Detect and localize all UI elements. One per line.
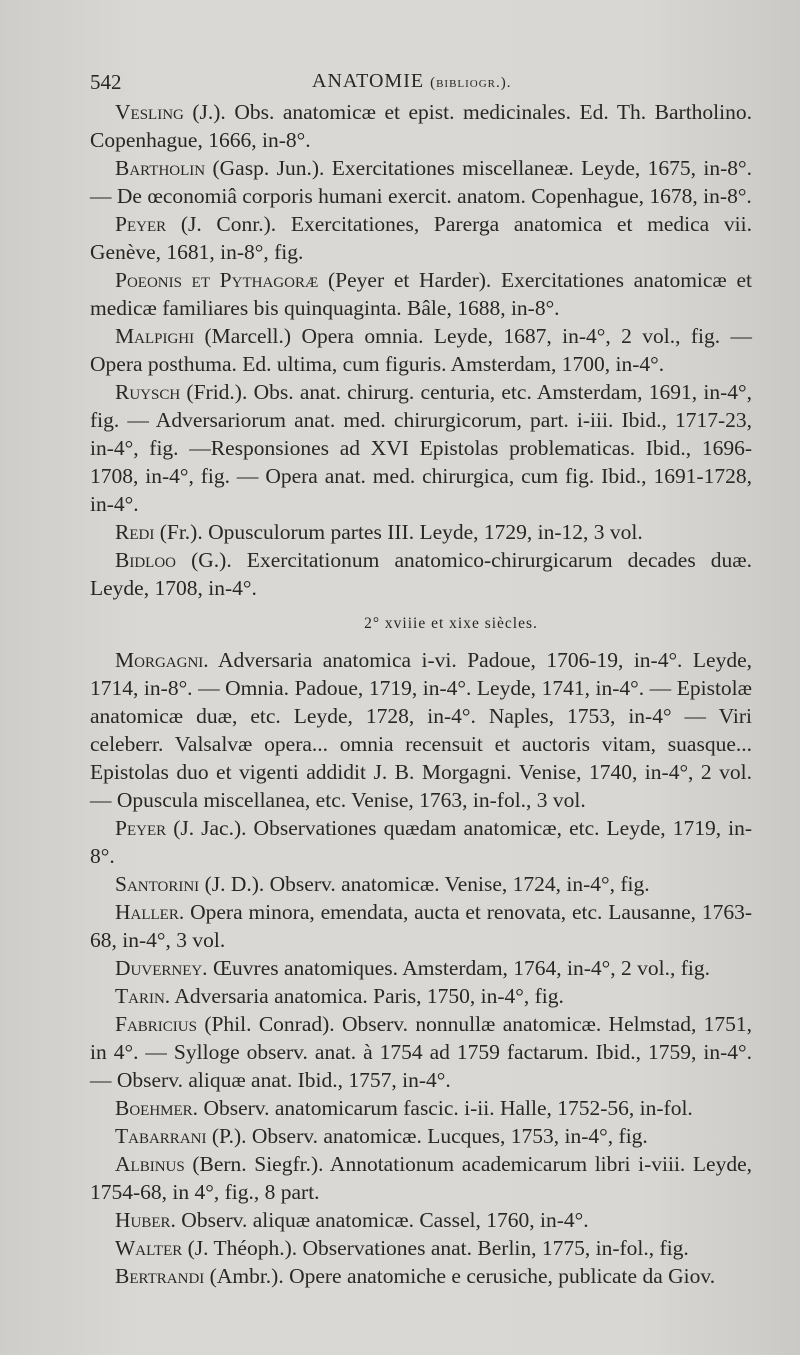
author-name: Peyer bbox=[115, 816, 167, 840]
bibliography-entry bbox=[90, 1262, 752, 1290]
entry-text: Observ. aliquæ anatomicæ. Cassel, 1760, in-4°. bbox=[181, 1208, 589, 1232]
bibliography-entry bbox=[90, 982, 752, 1010]
entry-text: Adversaria anatomica. Paris, 1750, in-4°, fig. bbox=[174, 984, 564, 1008]
author-name: Tarin. bbox=[115, 984, 171, 1008]
bibliography-list-17th-century bbox=[90, 98, 752, 602]
author-name: Fabricius bbox=[115, 1012, 197, 1036]
author-name: Malpighi bbox=[115, 324, 195, 348]
running-head-title: ANATOMIE bbox=[312, 70, 425, 92]
bibliography-entry bbox=[90, 1150, 752, 1206]
bibliography-entry bbox=[90, 814, 752, 870]
entry-text: (Peyer et Harder). Exercitationes anatomicæ et medicæ familiares bis quinquaginta. Bâle, 1688, in-8°. bbox=[90, 268, 752, 320]
author-name: Bidloo bbox=[115, 548, 176, 572]
author-name: Morgagni. bbox=[115, 648, 209, 672]
bibliography-entry bbox=[90, 154, 752, 210]
bibliography-entry bbox=[90, 322, 752, 378]
bibliography-list-18th-19th-century bbox=[90, 646, 752, 1290]
author-name: Ruysch bbox=[115, 380, 181, 404]
entry-text: (J. Jac.). Observationes quædam anatomicæ, etc. Leyde, 1719, in-8°. bbox=[90, 816, 753, 868]
entry-text: (Fr.). Opusculorum partes III. Leyde, 1729, in-12, 3 vol. bbox=[159, 520, 643, 544]
entry-text: (G.). Exercitationum anatomico-chirurgicarum decades duæ. Leyde, 1708, in-4°. bbox=[90, 548, 753, 600]
bibliography-entry bbox=[90, 266, 752, 322]
author-name: Poeonis et Pythagoræ bbox=[115, 268, 319, 292]
bibliography-entry bbox=[90, 646, 752, 814]
author-name: Tabarrani bbox=[115, 1124, 207, 1148]
author-name: Redi bbox=[115, 520, 155, 544]
author-name: Boehmer. bbox=[115, 1096, 199, 1120]
bibliography-entry bbox=[90, 1094, 752, 1122]
bibliography-entry bbox=[90, 1122, 752, 1150]
entry-text: (J. Théoph.). Observationes anat. Berlin, 1775, in-fol., fig. bbox=[187, 1236, 689, 1260]
running-head-subtitle: (bibliogr.). bbox=[430, 75, 512, 91]
entry-text: (J.). Obs. anatomicæ et epist. medicinales. Ed. Th. Bartholino. Copenhague, 1666, in-8°. bbox=[90, 100, 753, 152]
page-number: 542 bbox=[90, 70, 122, 94]
author-name: Bertrandi bbox=[115, 1264, 205, 1288]
bibliography-entry bbox=[90, 210, 752, 266]
entry-text: Opera minora, emendata, aucta et renovata, etc. Lausanne, 1763-68, in-4°, 3 vol. bbox=[90, 900, 753, 952]
author-name: Duverney. bbox=[115, 956, 208, 980]
entry-text: (J. D.). Observ. anatomicæ. Venise, 1724, in-4°, fig. bbox=[204, 872, 650, 896]
entry-text: (Ambr.). Opere anatomiche e cerusiche, publicate da Giov. bbox=[209, 1264, 716, 1288]
entry-text: Œuvres anatomiques. Amsterdam, 1764, in-4°, 2 vol., fig. bbox=[212, 956, 710, 980]
entry-text: (Phil. Conrad). Observ. nonnullæ anatomicæ. Helmstad, 1751, in 4°. — Sylloge observ. anat. à 1754 ad 1759 factarum. Ibid., 1759, in-4°. — Observ. aliquæ anat. Ibid., 1757, in-4°. bbox=[90, 1012, 753, 1092]
page-header bbox=[90, 66, 750, 96]
bibliography-entry bbox=[90, 1206, 752, 1234]
entry-text: (Gasp. Jun.). Exercitationes miscellaneæ. Leyde, 1675, in-8°. — De œconomiâ corporis humani exercit. anatom. Copenhague, 1678, in-8°. bbox=[90, 156, 752, 208]
bibliography-entry bbox=[90, 870, 752, 898]
running-head bbox=[312, 70, 512, 93]
author-name: Walter bbox=[115, 1236, 183, 1260]
author-name: Peyer bbox=[115, 212, 167, 236]
section-heading: 2° xviiie et xixe siècles. bbox=[364, 615, 538, 632]
author-name: Haller. bbox=[115, 900, 185, 924]
bibliography-entry bbox=[90, 98, 752, 154]
entry-text: (Frid.). Obs. anat. chirurg. centuria, etc. Amsterdam, 1691, in-4°, fig. — Adversariorum anat. med. chirurgicorum, part. i-iii. Ibid., 1717-23, in-4°, fig. —Responsiones ad XVI Epistolas problematicas. Ibid., 1696-1708, in-4°, fig. — Opera anat. med. chirurgica, cum fig. Ibid., 1691-1728, in-4°. bbox=[90, 380, 752, 516]
author-name: Santorini bbox=[115, 872, 200, 896]
bibliography-entry bbox=[90, 546, 752, 602]
bibliography-entry bbox=[90, 1234, 752, 1262]
bibliography-body bbox=[90, 98, 752, 1290]
bibliography-entry bbox=[90, 378, 752, 518]
bibliography-entry bbox=[90, 1010, 752, 1094]
entry-text: (P.). Observ. anatomicæ. Lucques, 1753, in-4°, fig. bbox=[211, 1124, 648, 1148]
bibliography-entry bbox=[90, 954, 752, 982]
author-name: Huber. bbox=[115, 1208, 176, 1232]
entry-text: Adversaria anatomica i-vi. Padoue, 1706-19, in-4°. Leyde, 1714, in-8°. — Omnia. Padoue, 1719, in-4°. Leyde, 1741, in-4°. — Epistolæ anatomicæ duæ, etc. Leyde, 1728, in-4°. Naples, 1753, in-4° — Viri celeberr. Valsalvæ opera... omnia recensuit et auctoris vitam, suasque... Epistolas duo et vigenti addidit J. B. Morgagni. Venise, 1740, in-4°, 2 vol. — Opuscula miscellanea, etc. Venise, 1763, in-fol., 3 vol. bbox=[90, 648, 752, 812]
author-name: Bartholin bbox=[115, 156, 206, 180]
author-name: Albinus bbox=[115, 1152, 185, 1176]
author-name: Vesling bbox=[115, 100, 184, 124]
entry-text: Observ. anatomicarum fascic. i-ii. Halle, 1752-56, in-fol. bbox=[203, 1096, 693, 1120]
entry-text: (Bern. Siegfr.). Annotationum academicarum libri i-viii. Leyde, 1754-68, in 4°, fig., 8 part. bbox=[90, 1152, 752, 1204]
bibliography-entry bbox=[90, 898, 752, 954]
bibliography-entry bbox=[90, 518, 752, 546]
entry-text: (J. Conr.). Exercitationes, Parerga anatomica et medica vii. Genève, 1681, in-8°, fig. bbox=[90, 212, 752, 264]
entry-text: (Marcell.) Opera omnia. Leyde, 1687, in-4°, 2 vol., fig. — Opera posthuma. Ed. ultima, cum figuris. Amsterdam, 1700, in-4°. bbox=[90, 324, 752, 376]
